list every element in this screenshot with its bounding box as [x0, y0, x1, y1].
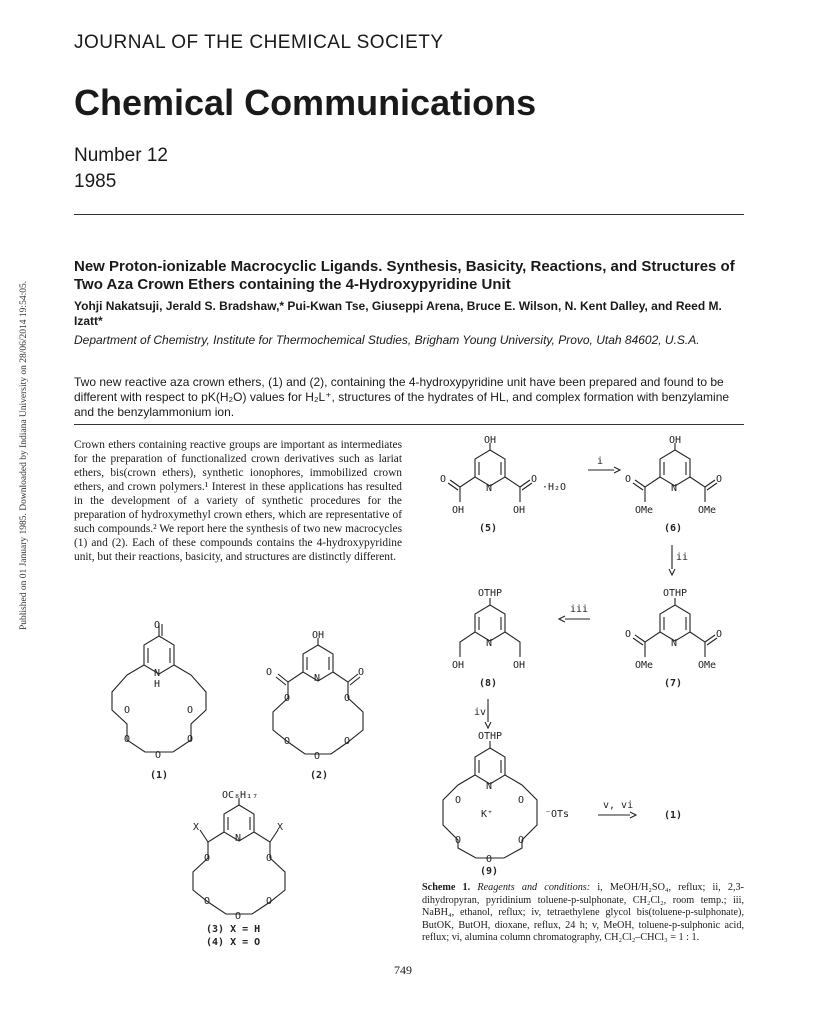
svg-text:iv: iv [474, 707, 487, 718]
svg-text:O: O [625, 474, 632, 485]
svg-text:OC₈H₁₇: OC₈H₁₇ [222, 790, 259, 801]
svg-text:O: O [204, 896, 211, 907]
structure-5 [440, 435, 566, 534]
label-5: (5) [479, 523, 498, 534]
svg-text:O: O [716, 474, 723, 485]
svg-text:O: O [531, 474, 538, 485]
issue-number: Number 12 [74, 145, 168, 166]
label-4: (4) X = O [206, 937, 261, 948]
svg-text:OTHP: OTHP [663, 588, 688, 599]
svg-text:X: X [277, 822, 284, 833]
structure-8 [452, 588, 525, 689]
svg-text:O: O [187, 734, 194, 745]
svg-text:ii: ii [676, 552, 689, 563]
arrow-step-v-vi [598, 800, 682, 821]
svg-text:N: N [671, 483, 678, 494]
arrow-step-ii [669, 545, 688, 575]
label-8: (8) [479, 678, 498, 689]
affiliation: Department of Chemistry, Institute for Thermochemical Studies, Brigham Young University, Provo, Utah 84602, U.S.A. [74, 333, 700, 347]
svg-text:O: O [518, 835, 525, 846]
svg-text:OH: OH [484, 435, 497, 446]
svg-text:O: O [284, 693, 291, 704]
structure-9 [443, 731, 569, 877]
svg-text:OH: OH [513, 505, 526, 516]
scheme-caption [422, 882, 744, 945]
svg-text:O: O [266, 896, 273, 907]
svg-text:O: O [455, 795, 462, 806]
label-1: (1) [150, 770, 169, 781]
svg-text:OMe: OMe [635, 660, 654, 671]
svg-text:N: N [314, 673, 321, 684]
structure-7 [625, 588, 722, 689]
caption-label: Scheme 1. [422, 882, 471, 893]
svg-text:O: O [187, 705, 194, 716]
article-title: New Proton-ionizable Macrocyclic Ligands. Synthesis, Basicity, Reactions, and Structures of Two Aza Crown Ethers containing the 4-Hydroxypyridine Unit [74, 258, 735, 293]
structure-3-4 [193, 790, 285, 948]
arrow-step-iv [474, 699, 491, 728]
svg-text:⁻OTs: ⁻OTs [545, 809, 570, 820]
svg-text:O: O [486, 854, 493, 865]
svg-text:·H₂O: ·H₂O [542, 482, 567, 493]
svg-text:O: O [344, 736, 351, 747]
caption-intro: Reagents and conditions: [477, 882, 591, 893]
svg-text:iii: iii [570, 604, 589, 615]
svg-text:K⁺: K⁺ [481, 809, 494, 820]
svg-text:OH: OH [452, 660, 465, 671]
svg-text:OMe: OMe [698, 505, 717, 516]
arrow-step-iii [559, 604, 590, 622]
svg-text:O: O [124, 705, 131, 716]
svg-text:O: O [358, 667, 365, 678]
svg-text:N: N [486, 638, 493, 649]
svg-text:N: N [486, 483, 493, 494]
svg-text:O: O [124, 734, 131, 745]
label-9: (9) [480, 866, 499, 877]
structure-6 [625, 435, 722, 534]
svg-text:O: O [266, 853, 273, 864]
structure-2 [266, 630, 364, 781]
svg-text:O: O [204, 853, 211, 864]
svg-text:O: O [455, 835, 462, 846]
carbonyl-o: O [154, 620, 161, 631]
svg-text:OTHP: OTHP [478, 731, 503, 742]
download-notice: Published on 01 January 1985. Downloaded by Indiana University on 28/06/2014 19:54:05. [19, 280, 29, 630]
svg-text:v, vi: v, vi [603, 800, 634, 811]
svg-text:OH: OH [312, 630, 325, 641]
svg-text:i: i [597, 456, 604, 467]
svg-text:OH: OH [669, 435, 682, 446]
page-number: 749 [394, 963, 412, 977]
svg-text:O: O [155, 750, 162, 761]
svg-text:O: O [716, 629, 723, 640]
svg-text:O: O [440, 474, 447, 485]
label-3: (3) X = H [206, 924, 261, 935]
svg-text:OH: OH [513, 660, 526, 671]
ring-n: N [154, 668, 161, 679]
svg-text:N: N [671, 638, 678, 649]
svg-text:O: O [314, 751, 321, 762]
svg-text:O: O [518, 795, 525, 806]
svg-text:O: O [235, 911, 242, 922]
svg-text:OH: OH [452, 505, 465, 516]
svg-text:N: N [235, 833, 242, 844]
abstract: Two new reactive aza crown ethers, (1) and (2), containing the 4-hydroxypyridine unit have been prepared and found to be different with respect to pK(H₂O) values for H₂L⁺, structures of the hydrates of HL, and complex formation with benzylamine and the benzylammonium ion. [74, 375, 730, 419]
svg-text:O: O [344, 693, 351, 704]
svg-text:N: N [486, 781, 493, 792]
body-paragraph: Crown ethers containing reactive groups are important as intermediates for the preparation of functionalized crown derivatives such as lariat ethers, bis(crown ethers), synthetic ionophores, immobilized crown ethers, and crown polymers.¹ Interest in these applications has resulted in the development of a variety of synthetic procedures for the preparation of hydroxymethyl crown ethers, which are representative of such compounds.² We report here the synthesis of two new macrocycles (1) and (2). Each of these compounds contains the 4-hydroxypyridine unit, but their reactions, basicity, and structures are distinctly different. [74, 439, 402, 563]
author-list: Yohji Nakatsuji, Jerald S. Bradshaw,* Pui-Kwan Tse, Giuseppi Arena, Bruce E. Wilson, N. Kent Dalley, and Reed M. Izatt* [74, 299, 722, 328]
svg-text:OMe: OMe [635, 505, 654, 516]
svg-text:OTHP: OTHP [478, 588, 503, 599]
svg-text:O: O [266, 667, 273, 678]
label-6: (6) [664, 523, 683, 534]
svg-text:O: O [625, 629, 632, 640]
label-7: (7) [664, 678, 683, 689]
issue-year: 1985 [74, 171, 117, 192]
label-2: (2) [310, 770, 329, 781]
journal-title: Chemical Communications [74, 82, 537, 123]
structure-1 [112, 620, 206, 781]
final-product: (1) [664, 810, 683, 821]
journal-name: JOURNAL OF THE CHEMICAL SOCIETY [74, 32, 444, 53]
svg-text:O: O [284, 736, 291, 747]
arrow-step-i [588, 456, 620, 473]
svg-text:OMe: OMe [698, 660, 717, 671]
svg-text:X: X [193, 822, 200, 833]
caption-text: i, MeOH/H₂SO₄, reflux; ii, 2,3-dihydropyran, pyridinium toluene-p-sulphonate, CH₂Cl₂, room temp.; iii, NaBH₄, ethanol, reflux; iv, tetraethylene glycol bis(toluene-p-sulphonate), ButOK, ButOH, dioxane, reflux, 24 h; v, MeOH, toluene-p-sulphonic acid, reflux; vi, alumina column chromatography, CH₂Cl₂–CHCl₃ = 1 : 1. [422, 882, 745, 944]
ring-h: H [154, 679, 161, 690]
